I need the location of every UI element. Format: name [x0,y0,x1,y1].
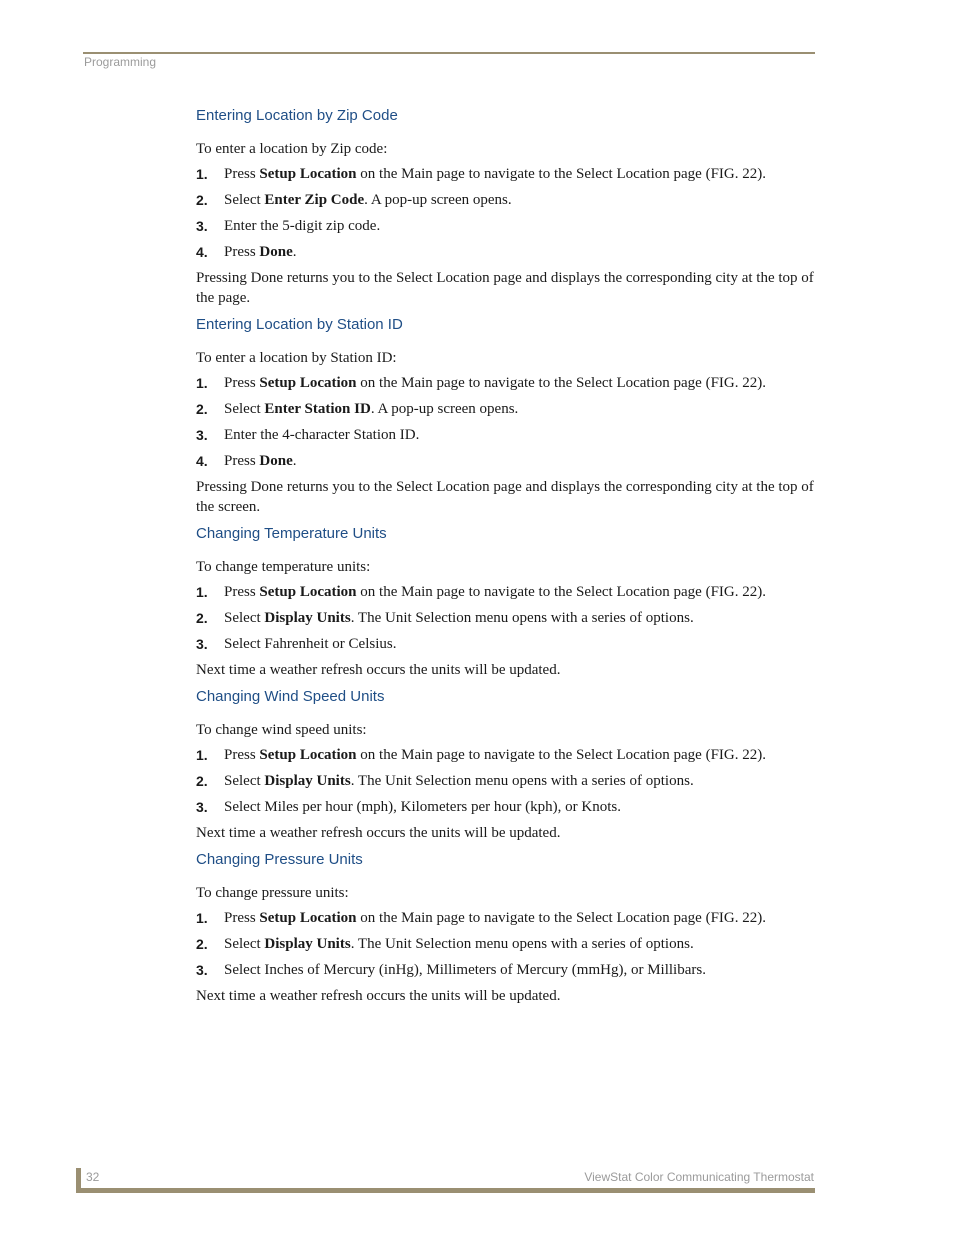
section-intro: To change wind speed units: [196,722,367,738]
section-note: Next time a weather refresh occurs the units will be updated. [196,662,561,678]
step-ui-term: Setup Location [259,747,357,763]
step-text: . A pop-up screen opens. [370,401,519,417]
steps-list [196,373,816,471]
steps-list [196,164,816,262]
footer-left-bar [76,1168,81,1190]
section-intro: To enter a location by Zip code: [196,141,388,157]
step-text: Select [224,773,265,789]
step-number: 3. [196,218,208,234]
step-item [196,425,816,445]
step-item [196,608,816,628]
step-number: 4. [196,244,208,260]
step-ui-term: Setup Location [259,375,357,391]
step-number: 2. [196,610,208,626]
step-item [196,771,816,791]
step-text: Press [224,584,260,600]
step-text: Press [224,375,260,391]
section-intro: To change temperature units: [196,559,371,575]
step-number: 2. [196,936,208,952]
step-item [196,373,816,393]
step-text: . [292,244,297,260]
footer-doc-title: ViewStat Color Communicating Thermostat [584,1170,814,1184]
step-item [196,216,816,236]
section-temperature-units [196,523,816,680]
step-text: Select [224,936,265,952]
step-number: 3. [196,427,208,443]
step-text: Select [224,192,265,208]
step-item [196,399,816,419]
step-ui-term: Setup Location [259,584,357,600]
step-text: Select [224,610,265,626]
section-heading: Changing Wind Speed Units [196,688,385,705]
step-text: on the Main page to navigate to the Select Location page (FIG. 22). [356,747,766,763]
section-zip-code [196,105,816,308]
step-ui-term: Display Units [264,773,351,789]
page-number: 32 [86,1170,100,1184]
section-intro: To change pressure units: [196,885,349,901]
step-item [196,934,816,954]
section-note: Next time a weather refresh occurs the units will be updated. [196,988,561,1004]
step-number: 1. [196,747,208,763]
section-heading: Entering Location by Zip Code [196,107,398,124]
steps-list [196,582,816,654]
step-ui-term: Done [259,453,293,469]
step-number: 1. [196,375,208,391]
section-intro: To enter a location by Station ID: [196,350,397,366]
step-text: Press [224,747,260,763]
section-pressure-units [196,849,816,1006]
step-text: on the Main page to navigate to the Select Location page (FIG. 22). [356,584,766,600]
section-heading: Changing Pressure Units [196,851,363,868]
step-ui-term: Setup Location [259,166,357,182]
step-text: on the Main page to navigate to the Select Location page (FIG. 22). [356,166,766,182]
step-text: . The Unit Selection menu opens with a series of options. [350,936,694,952]
steps-list [196,908,816,980]
step-number: 1. [196,166,208,182]
page-content [196,105,816,1010]
step-ui-term: Done [259,244,293,260]
step-item [196,242,816,262]
step-item [196,190,816,210]
step-text: . A pop-up screen opens. [364,192,512,208]
step-text: Select [224,401,265,417]
section-note: Pressing Done returns you to the Select Location page and displays the corresponding city at the top of the screen. [196,479,814,515]
step-item [196,451,816,471]
section-note: Next time a weather refresh occurs the units will be updated. [196,825,561,841]
step-ui-term: Enter Station ID [264,401,371,417]
section-heading: Entering Location by Station ID [196,316,403,333]
step-text: Select Inches of Mercury (inHg), Millimeters of Mercury (mmHg), or Millibars. [224,962,706,978]
step-text: on the Main page to navigate to the Select Location page (FIG. 22). [356,375,766,391]
step-number: 2. [196,192,208,208]
step-ui-term: Display Units [264,610,351,626]
step-text: . The Unit Selection menu opens with a series of options. [350,773,694,789]
step-text: on the Main page to navigate to the Select Location page (FIG. 22). [356,910,766,926]
footer-rule [76,1188,815,1193]
section-station-id [196,314,816,517]
step-ui-term: Setup Location [259,910,357,926]
step-number: 2. [196,401,208,417]
step-ui-term: Display Units [264,936,351,952]
step-text: Press [224,166,260,182]
step-text: Press [224,453,260,469]
step-item [196,634,816,654]
step-text: Enter the 4-character Station ID. [224,427,420,443]
step-item [196,164,816,184]
step-text: Press [224,910,260,926]
step-text: . [292,453,297,469]
header-rule [83,52,815,54]
step-number: 3. [196,962,208,978]
step-number: 1. [196,910,208,926]
step-item [196,745,816,765]
step-item [196,960,816,980]
section-heading: Changing Temperature Units [196,525,387,542]
step-text: Enter the 5-digit zip code. [224,218,381,234]
step-number: 3. [196,799,208,815]
step-text: Select Miles per hour (mph), Kilometers per hour (kph), or Knots. [224,799,621,815]
step-ui-term: Enter Zip Code [264,192,365,208]
step-number: 1. [196,584,208,600]
step-item [196,908,816,928]
step-item [196,797,816,817]
step-number: 2. [196,773,208,789]
step-text: . The Unit Selection menu opens with a series of options. [350,610,694,626]
steps-list [196,745,816,817]
step-number: 4. [196,453,208,469]
step-text: Press [224,244,260,260]
section-wind-speed-units [196,686,816,843]
step-text: Select Fahrenheit or Celsius. [224,636,397,652]
section-note: Pressing Done returns you to the Select Location page and displays the corresponding city at the top of the page. [196,270,814,306]
running-head: Programming [84,55,157,69]
step-number: 3. [196,636,208,652]
step-item [196,582,816,602]
